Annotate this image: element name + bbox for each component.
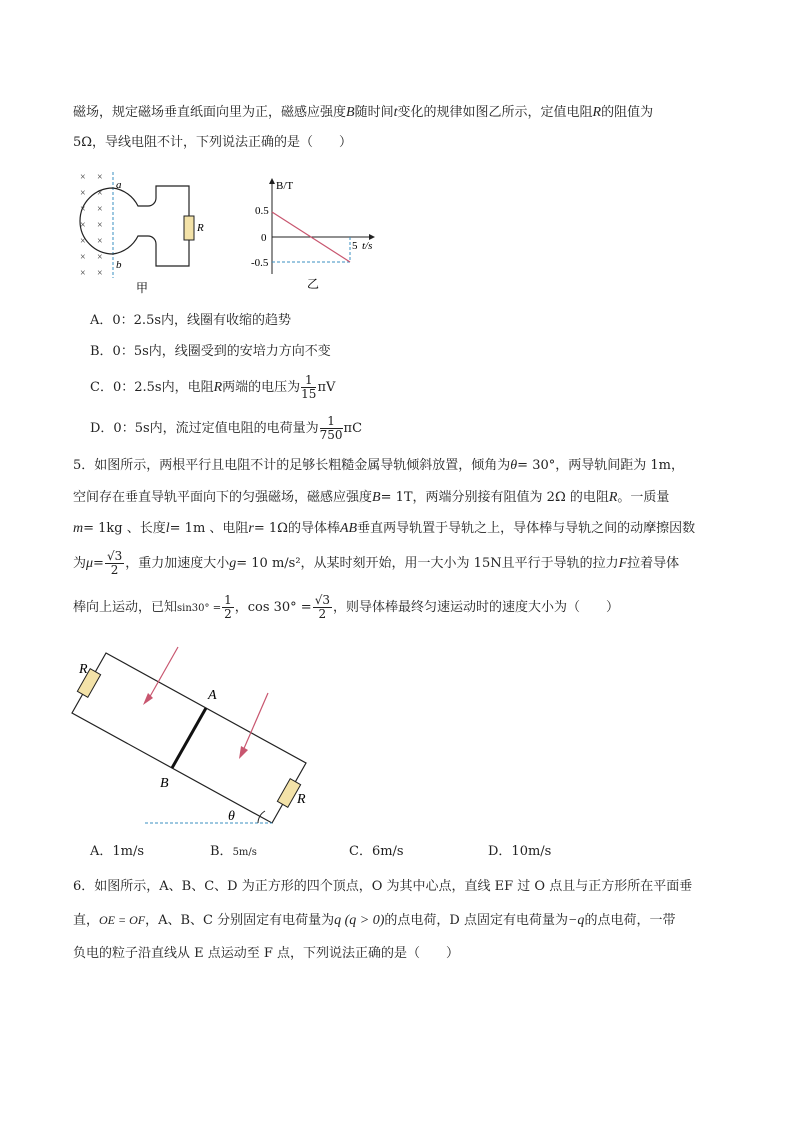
cross: ×: [80, 188, 86, 199]
field-arrow-right: [242, 693, 268, 753]
fig-yi: [251, 178, 385, 293]
caption-jia: 甲: [136, 281, 149, 295]
q5-option-b: B．5m/s: [210, 844, 257, 859]
fig-jia: [70, 168, 220, 298]
tick-0: 0: [261, 232, 267, 244]
cross: ×: [80, 220, 86, 231]
cross: ×: [97, 252, 103, 263]
conductor-AB: [172, 708, 206, 768]
q5-line1: 5．如图所示，两根平行且电阻不计的足够长粗糙金属导轨倾斜放置，倾角为θ= 30°，两导轨间距为 1m，: [73, 458, 684, 473]
y-axis-arrow: [269, 178, 275, 184]
q4-option-b: B．0：5s内，线圈受到的安培力方向不变: [90, 344, 331, 359]
cross: ×: [80, 236, 86, 247]
cross: ×: [80, 268, 86, 279]
x-label: t/s: [362, 240, 373, 252]
label-b: b: [116, 259, 122, 271]
q5-line4: 为μ= $\frac{√3}{2}$ ，重力加速度大小g= 10 m/s²，从某时刻开始，用一大小为 15N且平行于导轨的拉力F拉着导体: [73, 549, 680, 577]
q5-option-d: D．10m/s: [488, 844, 552, 859]
label-a: a: [116, 179, 122, 191]
q6-line2: 直，OE = OF，A、B、C 分别固定有电荷量为q (q > 0)的点电荷，D 点固定有电荷量为−q的点电荷，一带: [73, 913, 676, 928]
cross: ×: [97, 172, 103, 183]
q4-line2: 5Ω，导线电阻不计，下列说法正确的是（ ）: [73, 135, 353, 150]
fig-q5-rails: [70, 645, 340, 830]
q6-line3: 负电的粒子沿直线从 E 点运动至 F 点，下列说法正确的是（ ）: [73, 946, 460, 961]
y-label: B/T: [276, 180, 294, 192]
q5-line3: m= 1kg 、长度l= 1m 、电阻r= 1Ω的导体棒AB垂直两导轨置于导轨之上，导体棒与导轨之间的动摩擦因数: [73, 521, 696, 536]
cross-field: [80, 172, 103, 279]
q4-line1: 磁场，规定磁场垂直纸面向里为正，磁感应强度B随时间t变化的规律如图乙所示，定值电阻R的阻值为: [73, 105, 654, 120]
q5-option-c: C．6m/s: [349, 844, 404, 859]
q4-option-a: A．0：2.5s内，线圈有收缩的趋势: [90, 313, 292, 328]
q5-line2: 空间存在垂直导轨平面向下的匀强磁场，磁感应强度B= 1T，两端分别接有阻值为 2Ω 的电阻R。一质量: [73, 490, 670, 505]
fraction: $\frac{√3}{2}$: [314, 593, 330, 621]
resistor: [184, 216, 194, 240]
tick-5: 5: [352, 240, 358, 252]
q5-option-a: A．1m/s: [90, 844, 145, 859]
q6-line1: 6．如图所示，A、B、C、D 为正方形的四个顶点，O 为其中心点，直线 EF 过 O 点且与正方形所在平面垂: [73, 879, 693, 894]
fraction: $\frac{√3}{2}$: [106, 549, 123, 577]
label-theta: θ: [228, 809, 235, 824]
fraction: $\frac{1}{750}$: [319, 414, 343, 442]
label-R-bottom: R: [297, 792, 306, 807]
cross: ×: [80, 172, 86, 183]
label-A: A: [208, 688, 217, 703]
cross: ×: [97, 236, 103, 247]
cross: ×: [97, 220, 103, 231]
caption-yi: 乙: [307, 277, 320, 291]
tick-05: 0.5: [255, 205, 269, 217]
fraction: $\frac{1}{2}$: [224, 593, 232, 621]
cross: ×: [97, 188, 103, 199]
q5-line5: 棒向上运动，已知sin30° = $\frac{1}{2}$ ，cos 30° = $\frac{√3}{2}$ ，则导体棒最终匀速运动时的速度大小为（ ）: [73, 593, 619, 621]
field-arrow-left: [148, 647, 178, 700]
label-B: B: [160, 776, 169, 791]
cross: ×: [97, 268, 103, 279]
tick-m05: -0.5: [251, 257, 269, 269]
label-R: R: [197, 222, 204, 234]
fraction: $\frac{1}{15}$: [301, 373, 317, 401]
q4-option-c: C．0：2.5s内，电阻R两端的电压为 $\frac{1}{15}$ πV: [90, 373, 336, 401]
cross: ×: [97, 204, 103, 215]
arrowhead: [239, 746, 248, 759]
label-R-top: R: [79, 662, 88, 677]
q4-option-d: D．0：5s内，流过定值电阻的电荷量为 $\frac{1}{750}$ πC: [90, 414, 363, 442]
cross: ×: [80, 252, 86, 263]
cross: ×: [80, 204, 86, 215]
